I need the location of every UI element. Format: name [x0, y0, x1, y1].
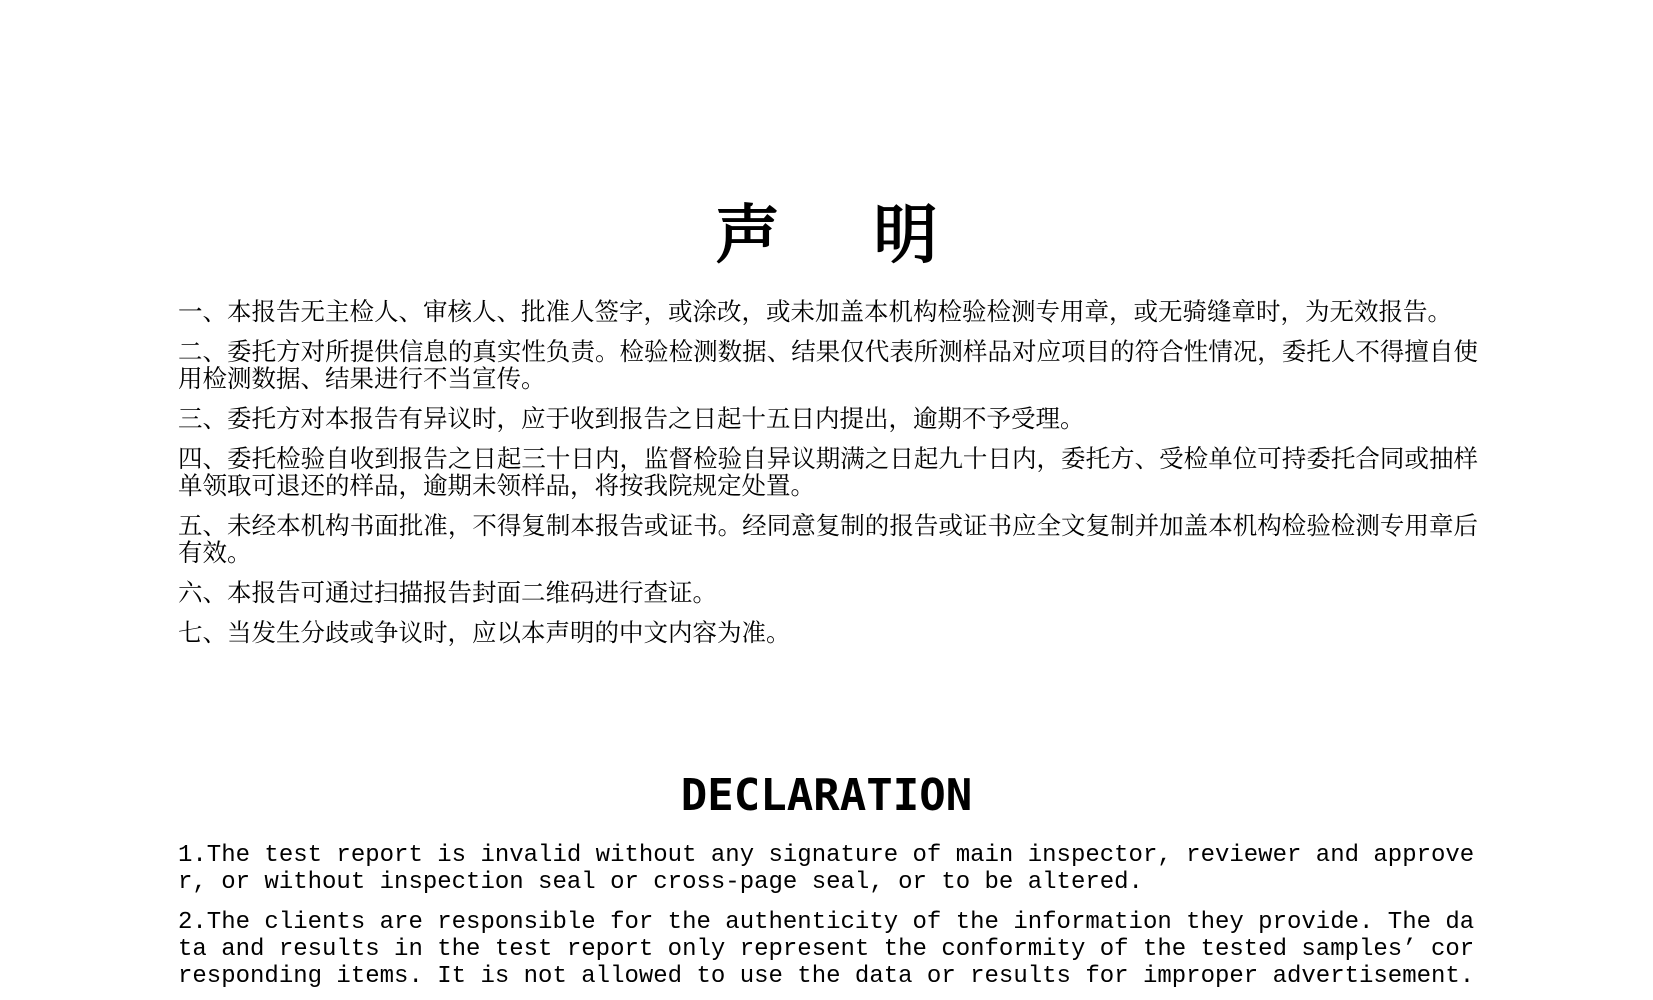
english-item-2: 2.The clients are responsible for the authenticity of the information they provide. The data and results in the test report only represent the conformity of the tested samples’ corresponding items. It is not allowed to use the data or results for improper advertisement. — [178, 909, 1475, 990]
chinese-item-4: 四、委托检验自收到报告之日起三十日内，监督检验自异议期满之日起九十日内，委托方、受检单位可持委托合同或抽样单领取可退还的样品，逾期未领样品，将按我院规定处置。 — [178, 444, 1478, 500]
english-item-1: 1.The test report is invalid without any signature of main inspector, reviewer and approver, or without inspection seal or cross-page seal, or to be altered. — [178, 842, 1475, 896]
chinese-item-2: 二、委托方对所提供信息的真实性负责。检验检测数据、结果仅代表所测样品对应项目的符合性情况，委托人不得擅自使用检测数据、结果进行不当宣传。 — [178, 337, 1478, 393]
english-title: DECLARATION — [680, 770, 973, 821]
chinese-item-1: 一、本报告无主检人、审核人、批准人签字，或涂改，或未加盖本机构检验检测专用章，或无骑缝章时，为无效报告。 — [178, 297, 1452, 326]
chinese-title: 声明 — [715, 198, 1032, 273]
chinese-item-7: 七、当发生分歧或争议时，应以本声明的中文内容为准。 — [178, 618, 791, 647]
chinese-item-6: 六、本报告可通过扫描报告封面二维码进行查证。 — [178, 578, 717, 607]
chinese-declaration-list — [178, 298, 1478, 659]
chinese-item-5: 五、未经本机构书面批准，不得复制本报告或证书。经同意复制的报告或证书应全文复制并加盖本机构检验检测专用章后有效。 — [178, 511, 1478, 567]
english-declaration-list — [178, 842, 1478, 1000]
chinese-item-3: 三、委托方对本报告有异议时，应于收到报告之日起十五日内提出，逾期不予受理。 — [178, 404, 1085, 433]
